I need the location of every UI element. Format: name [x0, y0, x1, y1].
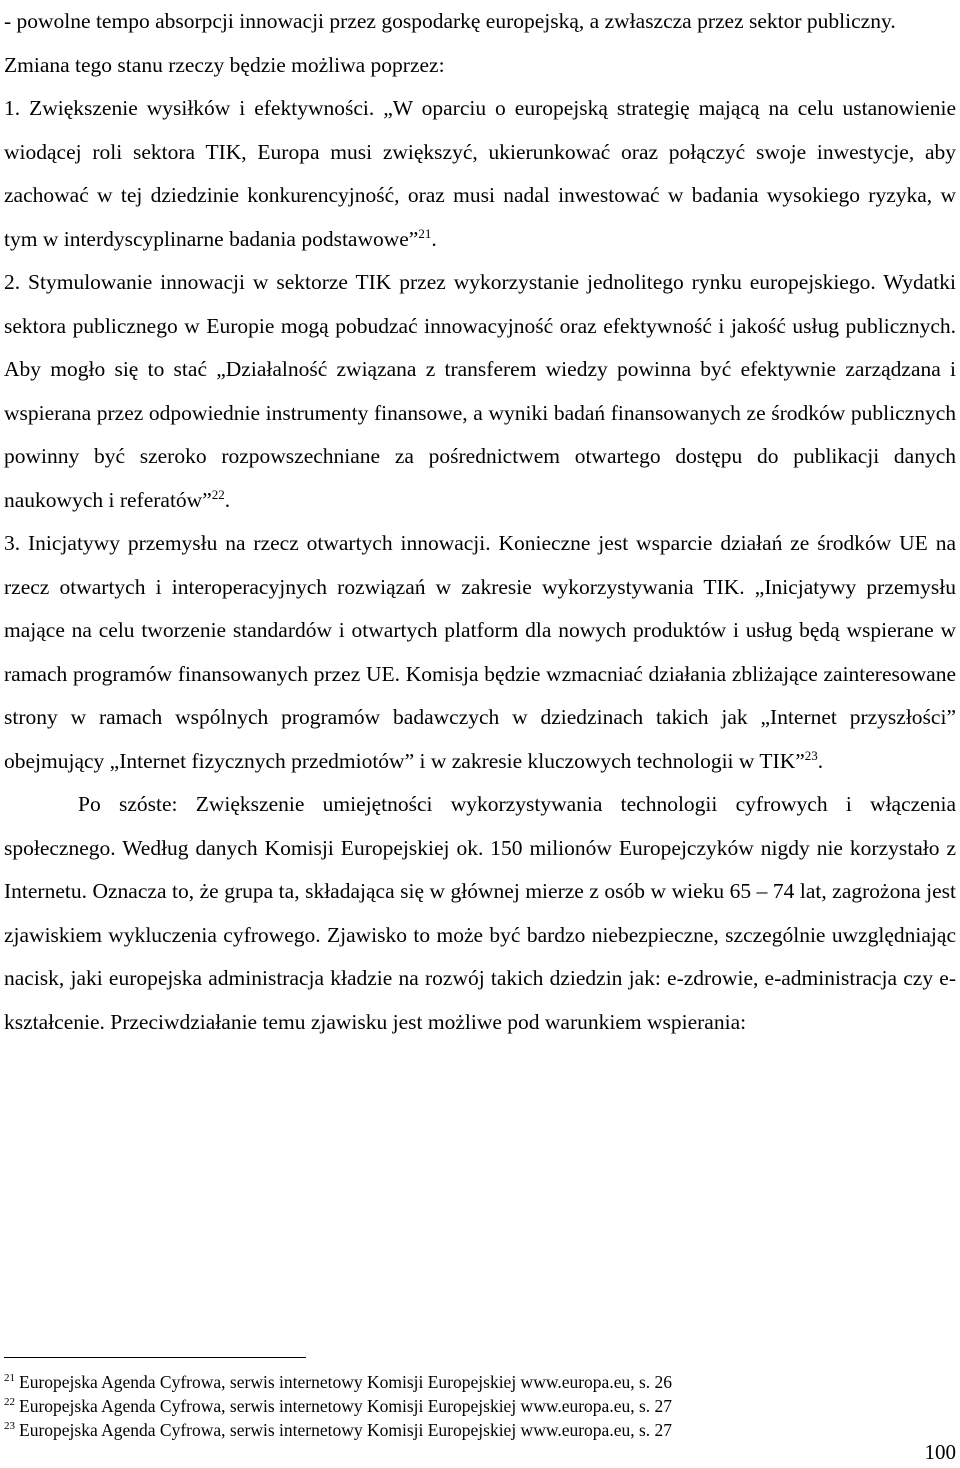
footnote-22: $^{22}$ Europejska Agenda Cyfrowa, serwis internetowy Komisji Europejskiej www.europa.eu, s. 27	[4, 1396, 673, 1416]
footnote-ref-23: 23	[804, 747, 818, 763]
footnotes	[4, 1370, 934, 1442]
footnote-23: $^{23}$ Europejska Agenda Cyfrowa, serwis internetowy Komisji Europejskiej www.europa.eu, s. 27	[4, 1420, 673, 1440]
footnote-separator	[4, 1357, 306, 1358]
footnote-ref-21: 21	[418, 225, 432, 241]
paragraph-sixth-point: Po szóste: Zwiększenie umiejętności wykorzystywania technologii cyfrowych i włączenia społecznego. Według danych Komisji Europejskiej ok. 150 milionów Europejczyków nigdy nie korzystało z Internetu. Oznacza to, że grupa ta, składająca się w głównej mierze z osób w wieku 65 – 74 lat, zagrożona jest zjawiskiem wykluczenia cyfrowego. Zjawisko to może być bardzo niebezpieczne, szczególnie uwzględniając nacisk, jaki europejska administracja kładzie na rozwój takich dziedzin jak: e-zdrowie, e-administracja czy e-kształcenie. Przeciwdziałanie temu zjawisku jest możliwe pod warunkiem wspierania:	[4, 792, 956, 1034]
paragraph-point-1: 1. Zwiększenie wysiłków i efektywności. „W oparciu o europejską strategię mającą na celu ustanowienie wiodącej roli sektora TIK, Europa musi zwiększyć, ukierunkować oraz połączyć swoje inwestycje, aby zachować w tej dziedzinie konkurencyjność, oraz musi nadal inwestować w badania wysokiego ryzyka, w tym w interdyscyplinarne badania podstawowe”$^{21}$.	[4, 96, 956, 251]
footnote-21: $^{21}$ Europejska Agenda Cyfrowa, serwis internetowy Komisji Europejskiej www.europa.eu, s. 26	[4, 1372, 673, 1392]
main-text	[4, 0, 956, 1044]
footnote-ref-22: 22	[211, 486, 225, 502]
paragraph-point-3: 3. Inicjatywy przemysłu na rzecz otwartych innowacji. Konieczne jest wsparcie działań ze środków UE na rzecz otwartych i interoperacyjnych rozwiązań w zakresie wykorzystywania TIK. „Inicjatywy przemysłu mające na celu tworzenie standardów i otwartych platform dla nowych produktów i usług będą wspierane w ramach programów finansowanych przez UE. Komisja będzie wzmacniać działania zbliżające zainteresowane strony w ramach wspólnych programów badawczych w dziedzinach takich jak „Internet przyszłości” obejmujący „Internet fizycznych przedmiotów” i w zakresie kluczowych technologii w TIK”$^{23}$.	[4, 531, 956, 773]
paragraph-point-2: 2. Stymulowanie innowacji w sektorze TIK przez wykorzystanie jednolitego rynku europejskiego. Wydatki sektora publicznego w Europie mogą pobudzać innowacyjność oraz efektywność i jakość usług publicznych. Aby mogło się to stać „Działalność związana z transferem wiedzy powinna być efektywnie zarządzana i wspierana przez odpowiednie instrumenty finansowe, a wyniki badań finansowanych ze środków publicznych powinny być szeroko rozpowszechniane za pośrednictwem otwartego dostępu do publikacji danych naukowych i referatów”$^{22}$.	[4, 270, 956, 512]
paragraph-public-sector: - powolne tempo absorpcji innowacji przez gospodarkę europejską, a zwłaszcza przez sektor publiczny.	[4, 9, 896, 33]
paragraph-change-intro: Zmiana tego stanu rzeczy będzie możliwa poprzez:	[4, 52, 445, 77]
page-number: 100	[924, 1440, 956, 1464]
